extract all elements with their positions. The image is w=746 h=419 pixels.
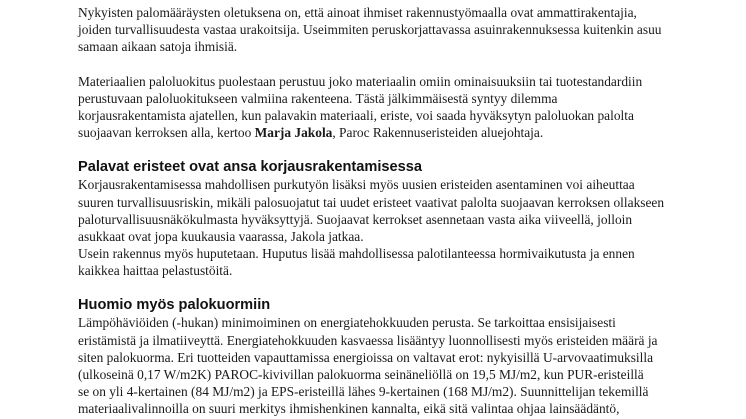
text-line: Lämpöhäviöiden (-hukan) minimoiminen on energiatehokkuuden perusta. Se tarkoittaa ensisijaisesti — [78, 315, 616, 331]
text-line: se on yli 4-kertainen (84 MJ/m2) ja EPS-eristeillä lähes 9-kertainen (168 MJ/m2). Suunnittelijan tekemillä — [78, 384, 649, 400]
section1-body — [78, 176, 738, 279]
text-segment: , Paroc Rakennuseristeiden aluejohtaja. — [332, 125, 544, 141]
text-segment: suojaavan kerroksen alla, kertoo — [78, 125, 255, 141]
paragraph-classification — [78, 73, 738, 142]
text-line: samaan aikaan satoja ihmisiä. — [78, 39, 238, 55]
paragraph-gap — [78, 56, 738, 73]
text-line: eristämistä ja ilmatiiveyttä. Energiatehokkuuden kasvaessa lisääntyy luonnollisesti myös eristeiden määrä ja — [78, 332, 658, 348]
text-line: paloturvallisuusnäkökulmasta hyväksyttyjä. Suojaavat kerrokset asennetaan vasta aika viiveellä, jolloin — [78, 211, 633, 227]
paragraph-gap — [78, 279, 738, 296]
text-line: Korjausrakentamisessa mahdollisen purkutyön lisäksi myös uusien eristeiden asentaminen voi aiheuttaa — [78, 177, 635, 193]
text-line: kaikkea haittaa pelastustöitä. — [78, 263, 233, 279]
paragraph-gap — [78, 141, 738, 158]
text-line: materiaalivalinnoilla on suuri merkitys ihmishenkinen kannalta, eikä sitä valintaa ohjaa lainsäädäntö, — [78, 401, 620, 417]
text-line: Nykyisten palomääräysten oletuksena on, että ainoat ihmiset rakennustyömaalla ovat ammattirakentajia, — [78, 5, 637, 20]
text-line: perustuvaan paloluokitukseen valmiina rakenteena. Tästä jälkimmäisestä syntyy dilemma — [78, 90, 558, 106]
section-heading-fire-load: Huomio myös palokuormiin — [78, 297, 271, 314]
text-line: Usein rakennus myös huputetaan. Huputus lisää mahdollisessa palotilanteessa hormivaikutusta ja ennen — [78, 246, 635, 262]
text-line — [78, 124, 738, 141]
section2-body — [78, 314, 738, 417]
person-name: Marja Jakola — [254, 125, 333, 141]
text-line: siten palokuorma. Eri tuotteiden vapauttamissa energioissa on valtavat erot: nykyisillä U-arvovaatimuksilla — [78, 349, 654, 365]
section-heading-flammable-insulation: Palavat eristeet ovat ansa korjausrakentamisessa — [78, 159, 422, 176]
text-line: joiden turvallisuudesta vastaa urakoitsija. Useimmiten peruskorjattavassa asuinrakennuksessa kuitenkin asuu — [78, 22, 662, 38]
text-line: Materiaalien paloluokitus puolestaan perustuu joko materiaalin omiin ominaisuuksiin tai tuotestandardiin — [78, 73, 643, 89]
text-line: asukkaat ovat jopa kuukausia vaarassa, Jakola jatkaa. — [78, 228, 364, 244]
text-line: korjausrakentamista ajatellen, kun palavakin materiaali, eriste, voi saada hyväksytyn paloluokan palolta — [78, 107, 634, 123]
paragraph-intro — [78, 4, 738, 56]
text-line: (ulkoseinä 0,17 W/m2K) PAROC-kivivillan palokuorma seinäneliöllä on 19,5 MJ/m2, kun PUR-eristeillä — [78, 367, 644, 382]
text-line: suuren turvallisuusriskin, mikäli palosuojatut tai uudet eristeet vaativat palolta suojaavan kerroksen ollakseen — [78, 194, 665, 210]
document-page — [78, 4, 738, 418]
